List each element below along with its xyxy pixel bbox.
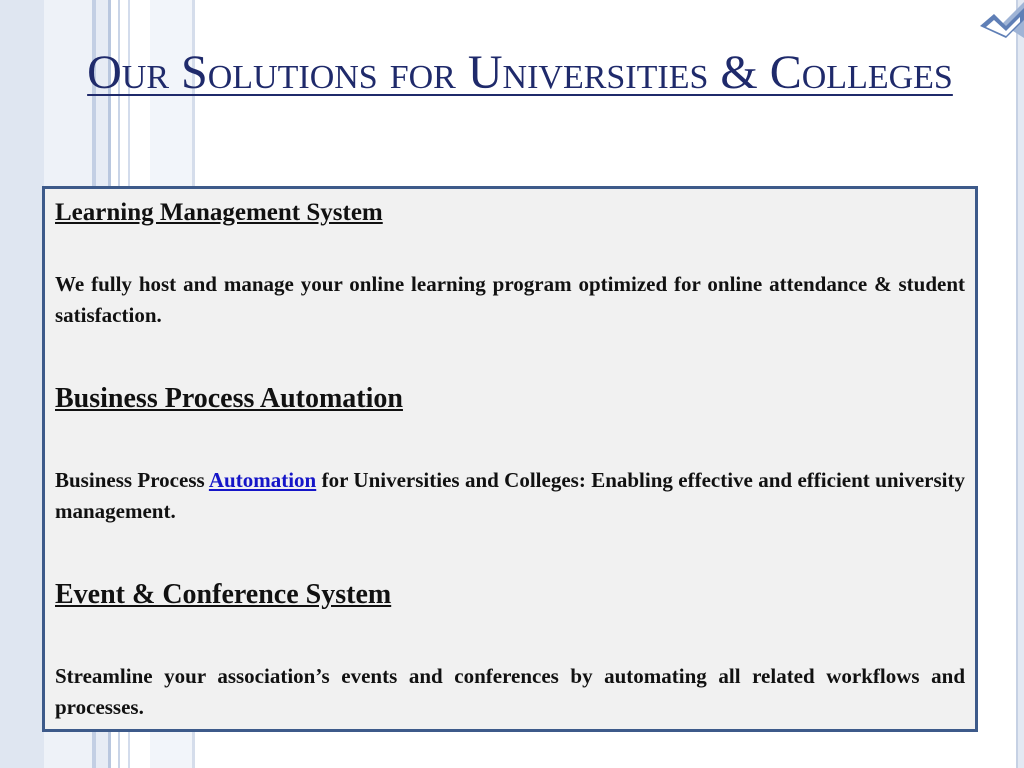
bpa-body-prefix: Business Process: [55, 468, 209, 492]
section-heading-events: Event & Conference System: [55, 579, 392, 610]
section-heading-lms: Learning Management System: [55, 199, 383, 226]
section-heading-bpa: Business Process Automation: [55, 383, 403, 414]
solutions-panel: [42, 186, 978, 732]
section-body-events: Streamline your association’s events and conferences by automating all related workflows and processes.: [55, 664, 965, 719]
page-title: Our Solutions for Universities & Colleges: [87, 46, 953, 99]
bpa-body-suffix: for Universities and Colleges: Enabling effective and efficient university management.: [55, 468, 965, 523]
stripe: [0, 0, 44, 768]
section-body-lms: We fully host and manage your online learning program optimized for online attendance & student satisfaction.: [55, 272, 965, 327]
right-edge-stripe: [1016, 0, 1018, 768]
section-body-bpa: [55, 465, 965, 527]
right-edge-stripe: [1018, 0, 1024, 768]
checkmark-logo-icon: [976, 0, 1024, 48]
automation-link[interactable]: Automation: [208, 468, 317, 492]
